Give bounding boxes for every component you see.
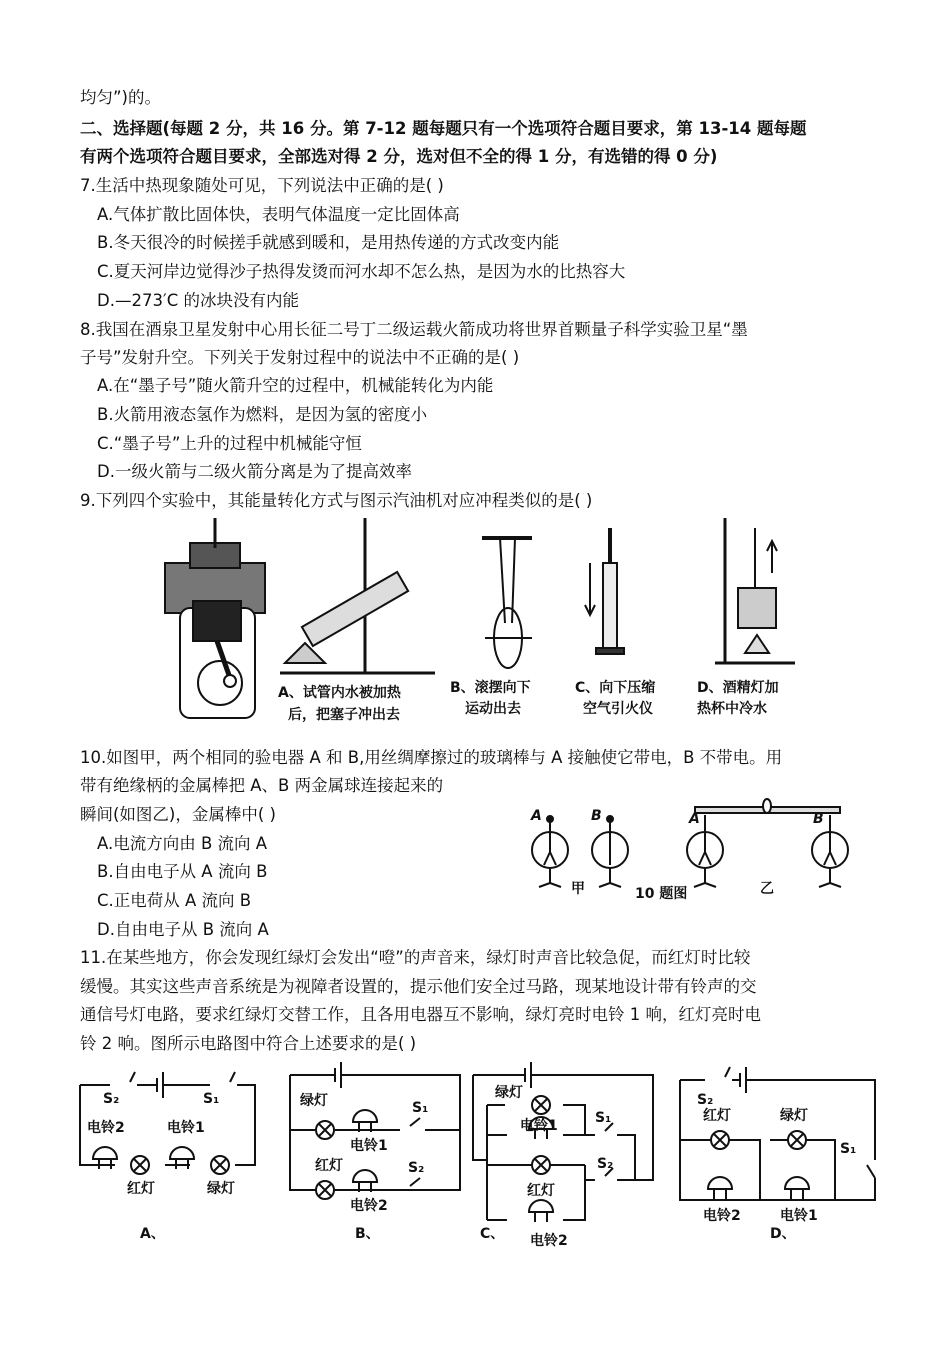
q10-option-b: B.自由电子从 A 流向 B xyxy=(97,862,268,881)
q8-option-b: B.火箭用液态氢作为燃料，是因为氢的密度小 xyxy=(97,405,428,424)
q10-option-c: C.正电荷从 A 流向 B xyxy=(97,891,252,910)
circuit-a-green: 绿灯 xyxy=(207,1181,235,1197)
circuit-a-red: 红灯 xyxy=(127,1181,155,1197)
q10-stem-line3: 瞬间(如图乙)，金属棒中( ) xyxy=(80,805,276,824)
circuit-c-bell1: 电铃1 xyxy=(520,1118,558,1134)
q10-fig-label-b-left: B xyxy=(591,808,602,824)
maxwell-wheel xyxy=(482,538,532,668)
circuit-d-label: D、 xyxy=(770,1226,796,1242)
circuit-b-label: B、 xyxy=(355,1226,380,1242)
q9-caption-b-line2: 运动出去 xyxy=(465,701,521,717)
circuit-c-bell2: 电铃2 xyxy=(530,1233,568,1249)
q9-figure xyxy=(160,513,800,728)
q9-caption-a-line2: 后，把塞子冲出去 xyxy=(288,707,400,723)
circuit-d xyxy=(680,1067,875,1200)
circuit-b-bell2: 电铃2 xyxy=(350,1198,388,1214)
q7-stem: 7.生活中热现象随处可见，下列说法中正确的是( ) xyxy=(80,176,444,195)
q8-option-d: D.一级火箭与二级火箭分离是为了提高效率 xyxy=(97,462,412,481)
q11-stem-line4: 铃 2 响。图所示电路图中符合上述要求的是( ) xyxy=(80,1034,417,1053)
test-tube-apparatus xyxy=(280,518,435,673)
circuit-a-s1: S₁ xyxy=(203,1091,220,1107)
q10-figure xyxy=(525,797,865,907)
q10-fig-title: 10 题图 xyxy=(635,886,688,902)
q10-stem-line2: 带有绝缘柄的金属棒把 A、B 两金属球连接起来的 xyxy=(80,776,444,795)
circuit-a-s2: S₂ xyxy=(103,1091,120,1107)
circuit-a-label: A、 xyxy=(140,1226,165,1242)
circuit-c-green: 绿灯 xyxy=(495,1085,523,1101)
q11-circuits xyxy=(75,1060,885,1255)
q9-caption-c-line1: C、向下压缩 xyxy=(575,680,656,696)
q9-caption-c-line2: 空气引火仪 xyxy=(583,701,653,717)
q9-caption-d-line2: 热杯中冷水 xyxy=(697,701,767,717)
q9-stem: 9.下列四个实验中，其能量转化方式与图示汽油机对应冲程类似的是( ) xyxy=(80,491,593,510)
q10-fig-label-jia: 甲 xyxy=(571,881,585,897)
circuit-d-green: 绿灯 xyxy=(780,1108,808,1124)
q10-fig-label-a-right: A xyxy=(689,811,700,827)
q8-option-c: C.“墨子号”上升的过程中机械能守恒 xyxy=(97,434,362,453)
q9-caption-d-line1: D、酒精灯加 xyxy=(697,680,779,696)
q9-caption-b-line1: B、滚摆向下 xyxy=(450,680,531,696)
q8-stem-line2: 子号”发射升空。下列关于发射过程中的说法中不正确的是( ) xyxy=(80,348,520,367)
q10-stem-line1: 10.如图甲，两个相同的验电器 A 和 B,用丝绸摩擦过的玻璃棒与 A 接触使它带电，B 不带电。用 xyxy=(80,748,783,767)
section-heading-line1: 二、选择题(每题 2 分，共 16 分。第 7-12 题每题只有一个选项符合题目要求，第 13-14 题每题 xyxy=(80,119,807,138)
circuit-b-red: 红灯 xyxy=(315,1158,343,1174)
circuit-b-bell1: 电铃1 xyxy=(350,1138,388,1154)
q8-stem-line1: 8.我国在酒泉卫星发射中心用长征二号丁二级运载火箭成功将世界首颗量子科学实验卫星“墨 xyxy=(80,320,748,339)
circuit-a-bell2: 电铃2 xyxy=(87,1120,125,1136)
q10-fig-label-yi: 乙 xyxy=(760,881,774,897)
circuit-b-s1: S₁ xyxy=(412,1100,429,1116)
q11-stem-line1: 11.在某些地方，你会发现红绿灯会发出“噔”的声音来，绿灯时声音比较急促，而红灯时比较 xyxy=(80,948,751,967)
q9-caption-a-line1: A、试管内水被加热 xyxy=(278,685,401,701)
circuit-b-s2: S₂ xyxy=(408,1160,425,1176)
q8-option-a: A.在“墨子号”随火箭升空的过程中，机械能转化为内能 xyxy=(97,376,494,395)
fire-piston xyxy=(585,528,624,654)
beaker-on-lamp xyxy=(715,518,795,663)
circuit-c-red: 红灯 xyxy=(527,1183,555,1199)
circuit-c-s1: S₁ xyxy=(595,1110,612,1126)
circuit-b-green: 绿灯 xyxy=(300,1093,328,1109)
circuit-a-bell1: 电铃1 xyxy=(167,1120,205,1136)
top-line: 均匀”)的。 xyxy=(80,88,161,107)
q7-option-b: B.冬天很冷的时候搓手就感到暖和，是用热传递的方式改变内能 xyxy=(97,233,560,252)
circuit-c-s2: S₂ xyxy=(597,1156,614,1172)
gasoline-engine-diagram xyxy=(165,518,265,718)
q10-fig-label-a-left: A xyxy=(531,808,542,824)
circuit-d-bell2: 电铃2 xyxy=(703,1208,741,1224)
circuit-d-red: 红灯 xyxy=(703,1108,731,1124)
q7-option-a: A.气体扩散比固体快，表明气体温度一定比固体高 xyxy=(97,205,460,224)
circuit-c-label: C、 xyxy=(480,1226,505,1242)
q11-stem-line2: 缓慢。其实这些声音系统是为视障者设置的，提示他们安全过马路，现某地设计带有铃声的交 xyxy=(80,977,757,996)
q7-option-d: D.—273′C 的冰块没有内能 xyxy=(97,291,299,310)
q10-option-d: D.自由电子从 B 流向 A xyxy=(97,920,269,939)
section-heading-line2: 有两个选项符合题目要求，全部选对得 2 分，选对但不全的得 1 分，有选错的得 0 分) xyxy=(80,147,718,166)
q10-option-a: A.电流方向由 B 流向 A xyxy=(97,834,268,853)
circuit-d-s1: S₁ xyxy=(840,1141,857,1157)
q10-fig-label-b-right: B xyxy=(813,811,824,827)
circuit-d-s2: S₂ xyxy=(697,1092,714,1108)
q7-option-c: C.夏天河岸边觉得沙子热得发烫而河水却不怎么热，是因为水的比热容大 xyxy=(97,262,626,281)
circuit-d-bell1: 电铃1 xyxy=(780,1208,818,1224)
q11-stem-line3: 通信号灯电路，要求红绿灯交替工作，且各用电器互不影响，绿灯亮时电铃 1 响，红灯亮时电 xyxy=(80,1005,761,1024)
